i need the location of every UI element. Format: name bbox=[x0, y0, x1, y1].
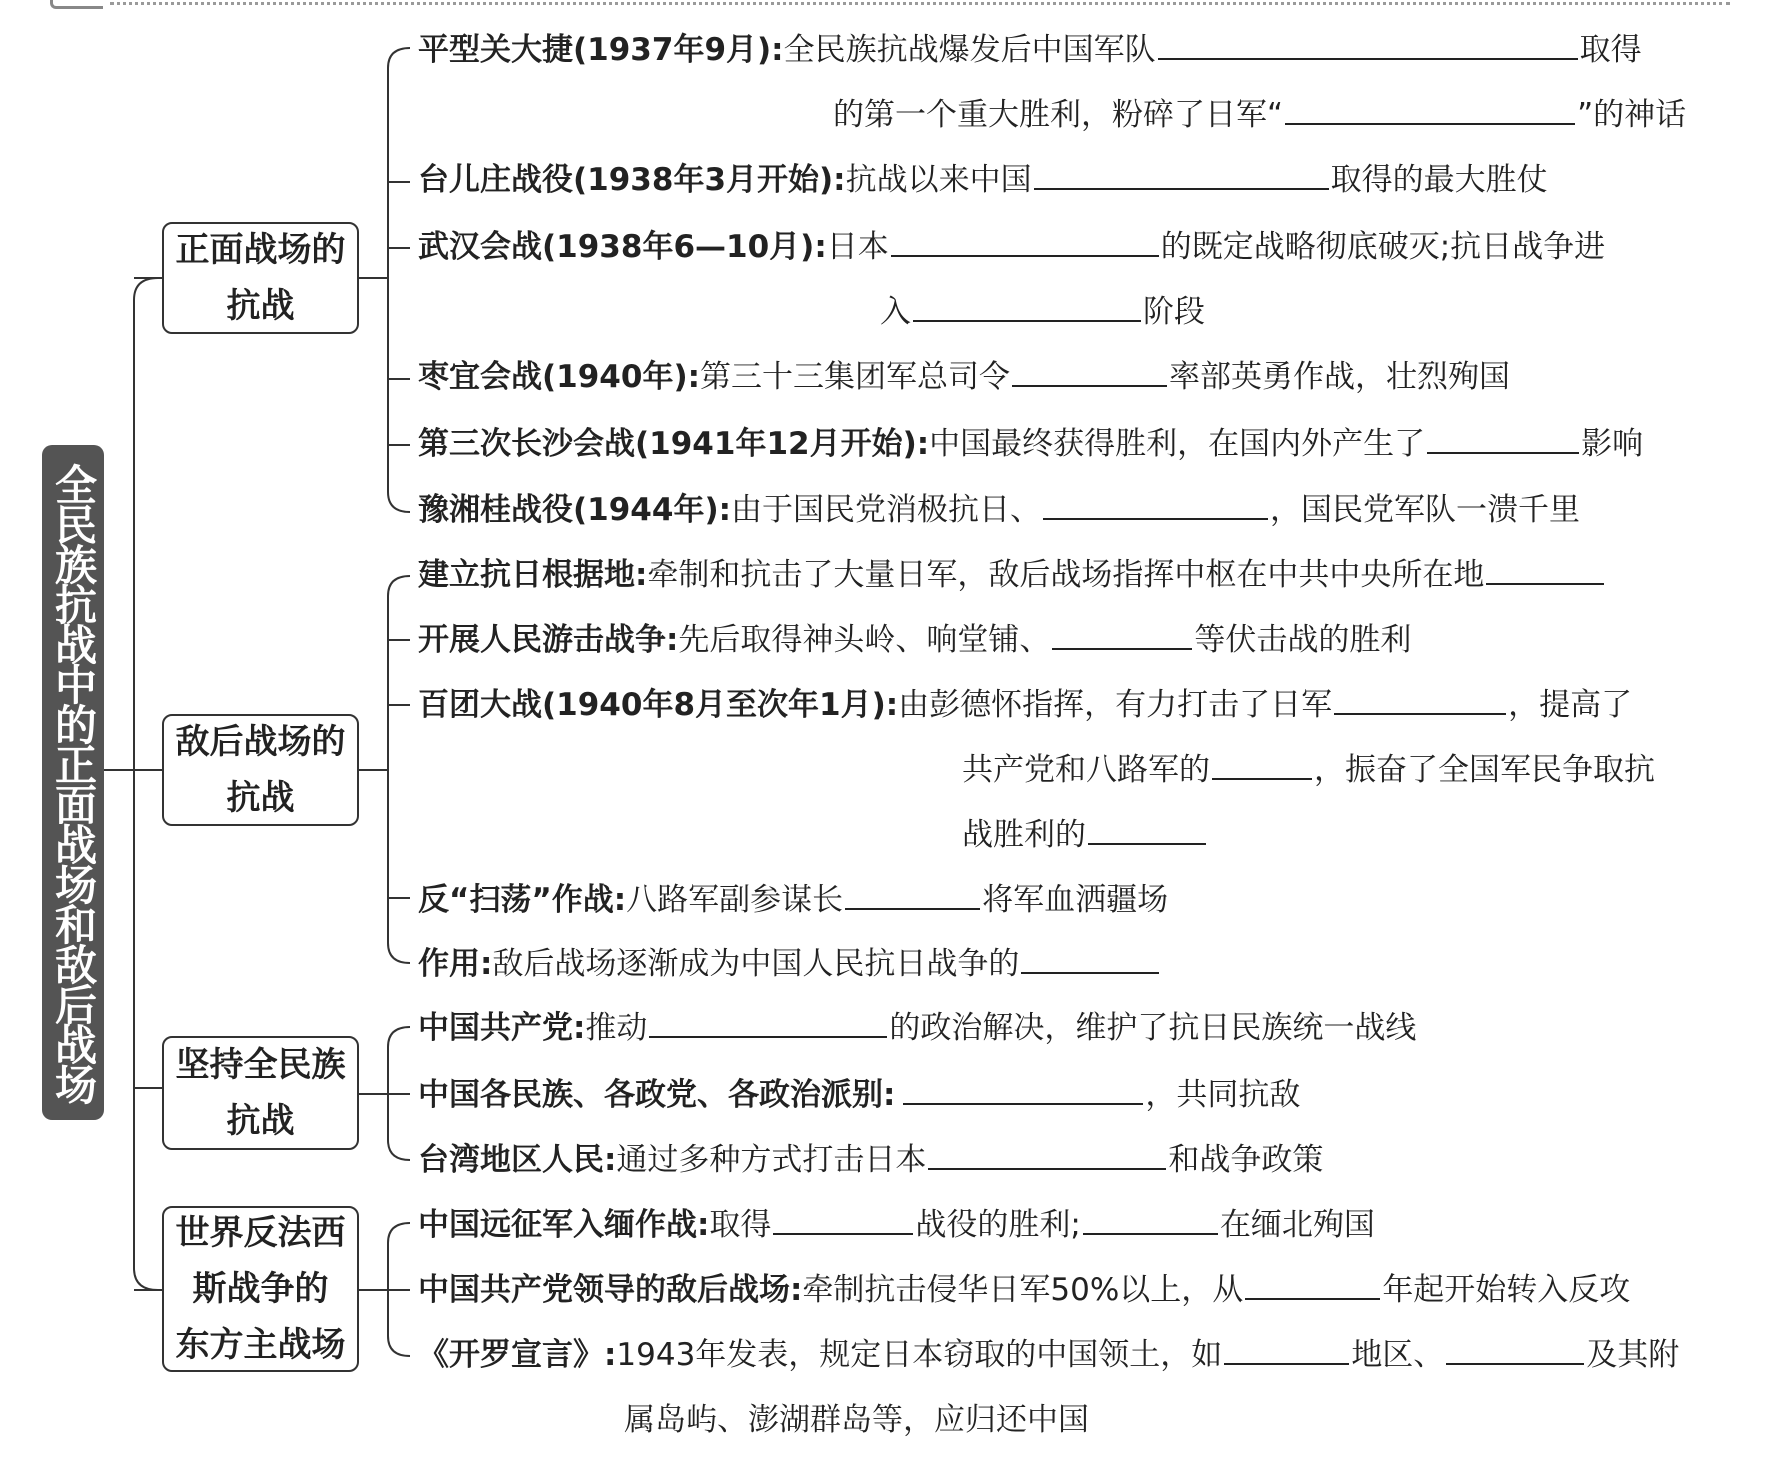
mindmap-title: 全民族抗战中的正面战场和敌后战场 bbox=[42, 445, 104, 1120]
category-behind-lines: 敌后战场的 抗战 bbox=[162, 714, 359, 826]
line-taierzhuang: 台儿庄战役(1938年3月开始):抗战以来中国 取得的最大胜仗 bbox=[418, 162, 1548, 198]
line-hundred-regiments-cont1: 共产党和八路军的 ，振奋了全国军民争取抗 bbox=[962, 752, 1655, 788]
line-wuhan-cont: 入 阶段 bbox=[880, 294, 1205, 330]
line-taiwan: 台湾地区人民:通过多种方式打击日本 和战争政策 bbox=[418, 1142, 1324, 1178]
line-base-areas: 建立抗日根据地:牵制和抗击了大量日军，敌后战场指挥中枢在中共中央所在地 bbox=[418, 555, 1606, 595]
line-expedition: 中国远征军入缅作战:取得 战役的胜利; 在缅北殉国 bbox=[418, 1207, 1375, 1243]
line-pingxingguan-cont: 的第一个重大胜利，粉碎了日军“ ”的神话 bbox=[833, 97, 1687, 133]
category-eastern-battlefield: 世界反法西 斯战争的 东方主战场 bbox=[162, 1206, 359, 1372]
line-cairo-cont: 属岛屿、澎湖群岛等，应归还中国 bbox=[624, 1402, 1089, 1438]
line-wuhan: 武汉会战(1938年6—10月):日本 的既定战略彻底破灭;抗日战争进 bbox=[418, 229, 1606, 265]
line-counteroffensive: 中国共产党领导的敌后战场:牵制抗击侵华日军50%以上，从 年起开始转入反攻 bbox=[418, 1272, 1631, 1308]
line-role: 作用:敌后战场逐渐成为中国人民抗日战争的 bbox=[418, 944, 1161, 984]
line-anti-mopping: 反“扫荡”作战:八路军副参谋长 将军血洒疆场 bbox=[418, 882, 1169, 918]
line-cairo: 《开罗宣言》:1943年发表，规定日本窃取的中国领土，如 地区、 及其附 bbox=[418, 1337, 1680, 1373]
line-hundred-regiments: 百团大战(1940年8月至次年1月):由彭德怀指挥，有力打击了日军 ，提高了 bbox=[418, 687, 1633, 723]
line-guerrilla: 开展人民游击战争:先后取得神头岭、响堂铺、 等伏击战的胜利 bbox=[418, 622, 1412, 658]
line-zaoyi: 枣宜会战(1940年):第三十三集团军总司令 率部英勇作战，壮烈殉国 bbox=[418, 359, 1511, 395]
category-national-resistance: 坚持全民族 抗战 bbox=[162, 1036, 359, 1150]
line-all-parties: 中国各民族、各政党、各政治派别: ，共同抗敌 bbox=[418, 1077, 1301, 1113]
category-frontline: 正面战场的 抗战 bbox=[162, 222, 359, 334]
line-changsha: 第三次长沙会战(1941年12月开始):中国最终获得胜利，在国内外产生了 影响 bbox=[418, 426, 1644, 462]
line-yuxianggui: 豫湘桂战役(1944年):由于国民党消极抗日、 ，国民党军队一溃千里 bbox=[418, 492, 1581, 528]
line-ccp: 中国共产党:推动 的政治解决，维护了抗日民族统一战线 bbox=[418, 1010, 1417, 1046]
line-hundred-regiments-cont2: 战胜利的 bbox=[962, 815, 1208, 855]
line-pingxingguan: 平型关大捷(1937年9月):全民族抗战爆发后中国军队 取得 bbox=[418, 32, 1642, 68]
